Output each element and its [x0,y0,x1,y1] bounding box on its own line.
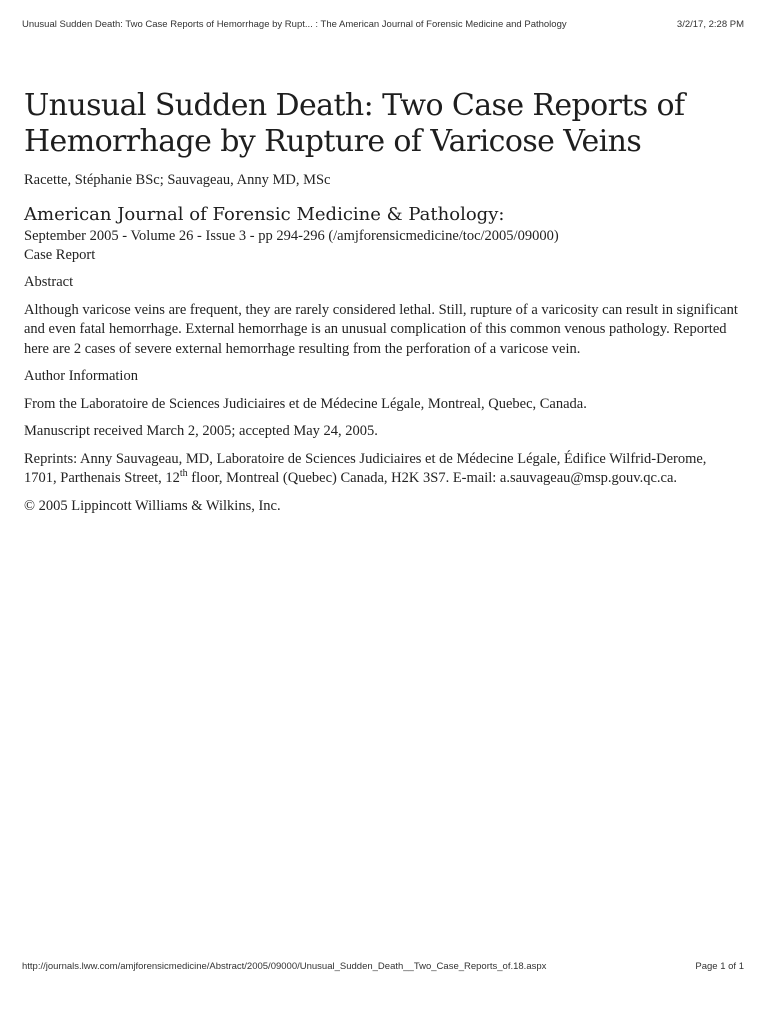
print-footer-url[interactable]: http://journals.lww.com/amjforensicmedicine/Abstract/2005/09000/Unusual_Sudden_Death__Two_Case_Reports_of.18.aspx [22,961,547,972]
article-authors: Racette, Stéphanie BSc; Sauvageau, Anny MD, MSc [24,172,331,188]
print-header-title: Unusual Sudden Death: Two Case Reports of Hemorrhage by Rupt... : The American Journal of Forensic Medicine and Pathology [22,19,567,30]
print-header [22,19,744,33]
abstract-heading: Abstract [24,274,74,290]
article-type: Case Report [24,247,96,263]
article-content [24,88,738,516]
print-footer-page-number: Page 1 of 1 [695,961,744,972]
abstract-text: Although varicose veins are frequent, they are rarely considered lethal. Still, rupture of a varicosity can result in significant and even fatal hemorrhage. External hemorrhage is an unusual complication of this common venous pathology. Reported here are 2 cases of severe external hemorrhage resulting from the perforation of a varicose vein. [24,301,738,357]
article-title: Unusual Sudden Death: Two Case Reports of Hemorrhage by Rupture of Varicose Veins [24,88,685,159]
issue-citation[interactable]: September 2005 - Volume 26 - Issue 3 - pp 294-296 (/amjforensicmedicine/toc/2005/09000) [24,228,559,244]
reprints-text-part1: Reprints: Anny Sauvageau, MD, Laboratoire de Sciences Judiciaires et de Médecine Légale, Édifice Wilfrid-Derome, 1701, Parthenais Street, 12 [24,450,707,486]
print-footer [22,961,744,975]
reprints-text-part2: floor, Montreal (Quebec) Canada, H2K 3S7. E-mail: a.sauvageau@msp.gouv.qc.ca. [187,470,678,486]
journal-name: American Journal of Forensic Medicine & Pathology: [24,204,505,225]
manuscript-dates: Manuscript received March 2, 2005; accepted May 24, 2005. [24,423,378,439]
print-header-datetime: 3/2/17, 2:28 PM [676,19,744,30]
affiliation: From the Laboratoire de Sciences Judiciaires et de Médecine Légale, Montreal, Quebec, Canada. [24,395,587,412]
author-info-heading: Author Information [24,368,138,384]
copyright: © 2005 Lippincott Williams & Wilkins, Inc. [24,497,281,514]
reprints-info [24,450,738,489]
reprints-floor-suffix: th [179,468,188,480]
